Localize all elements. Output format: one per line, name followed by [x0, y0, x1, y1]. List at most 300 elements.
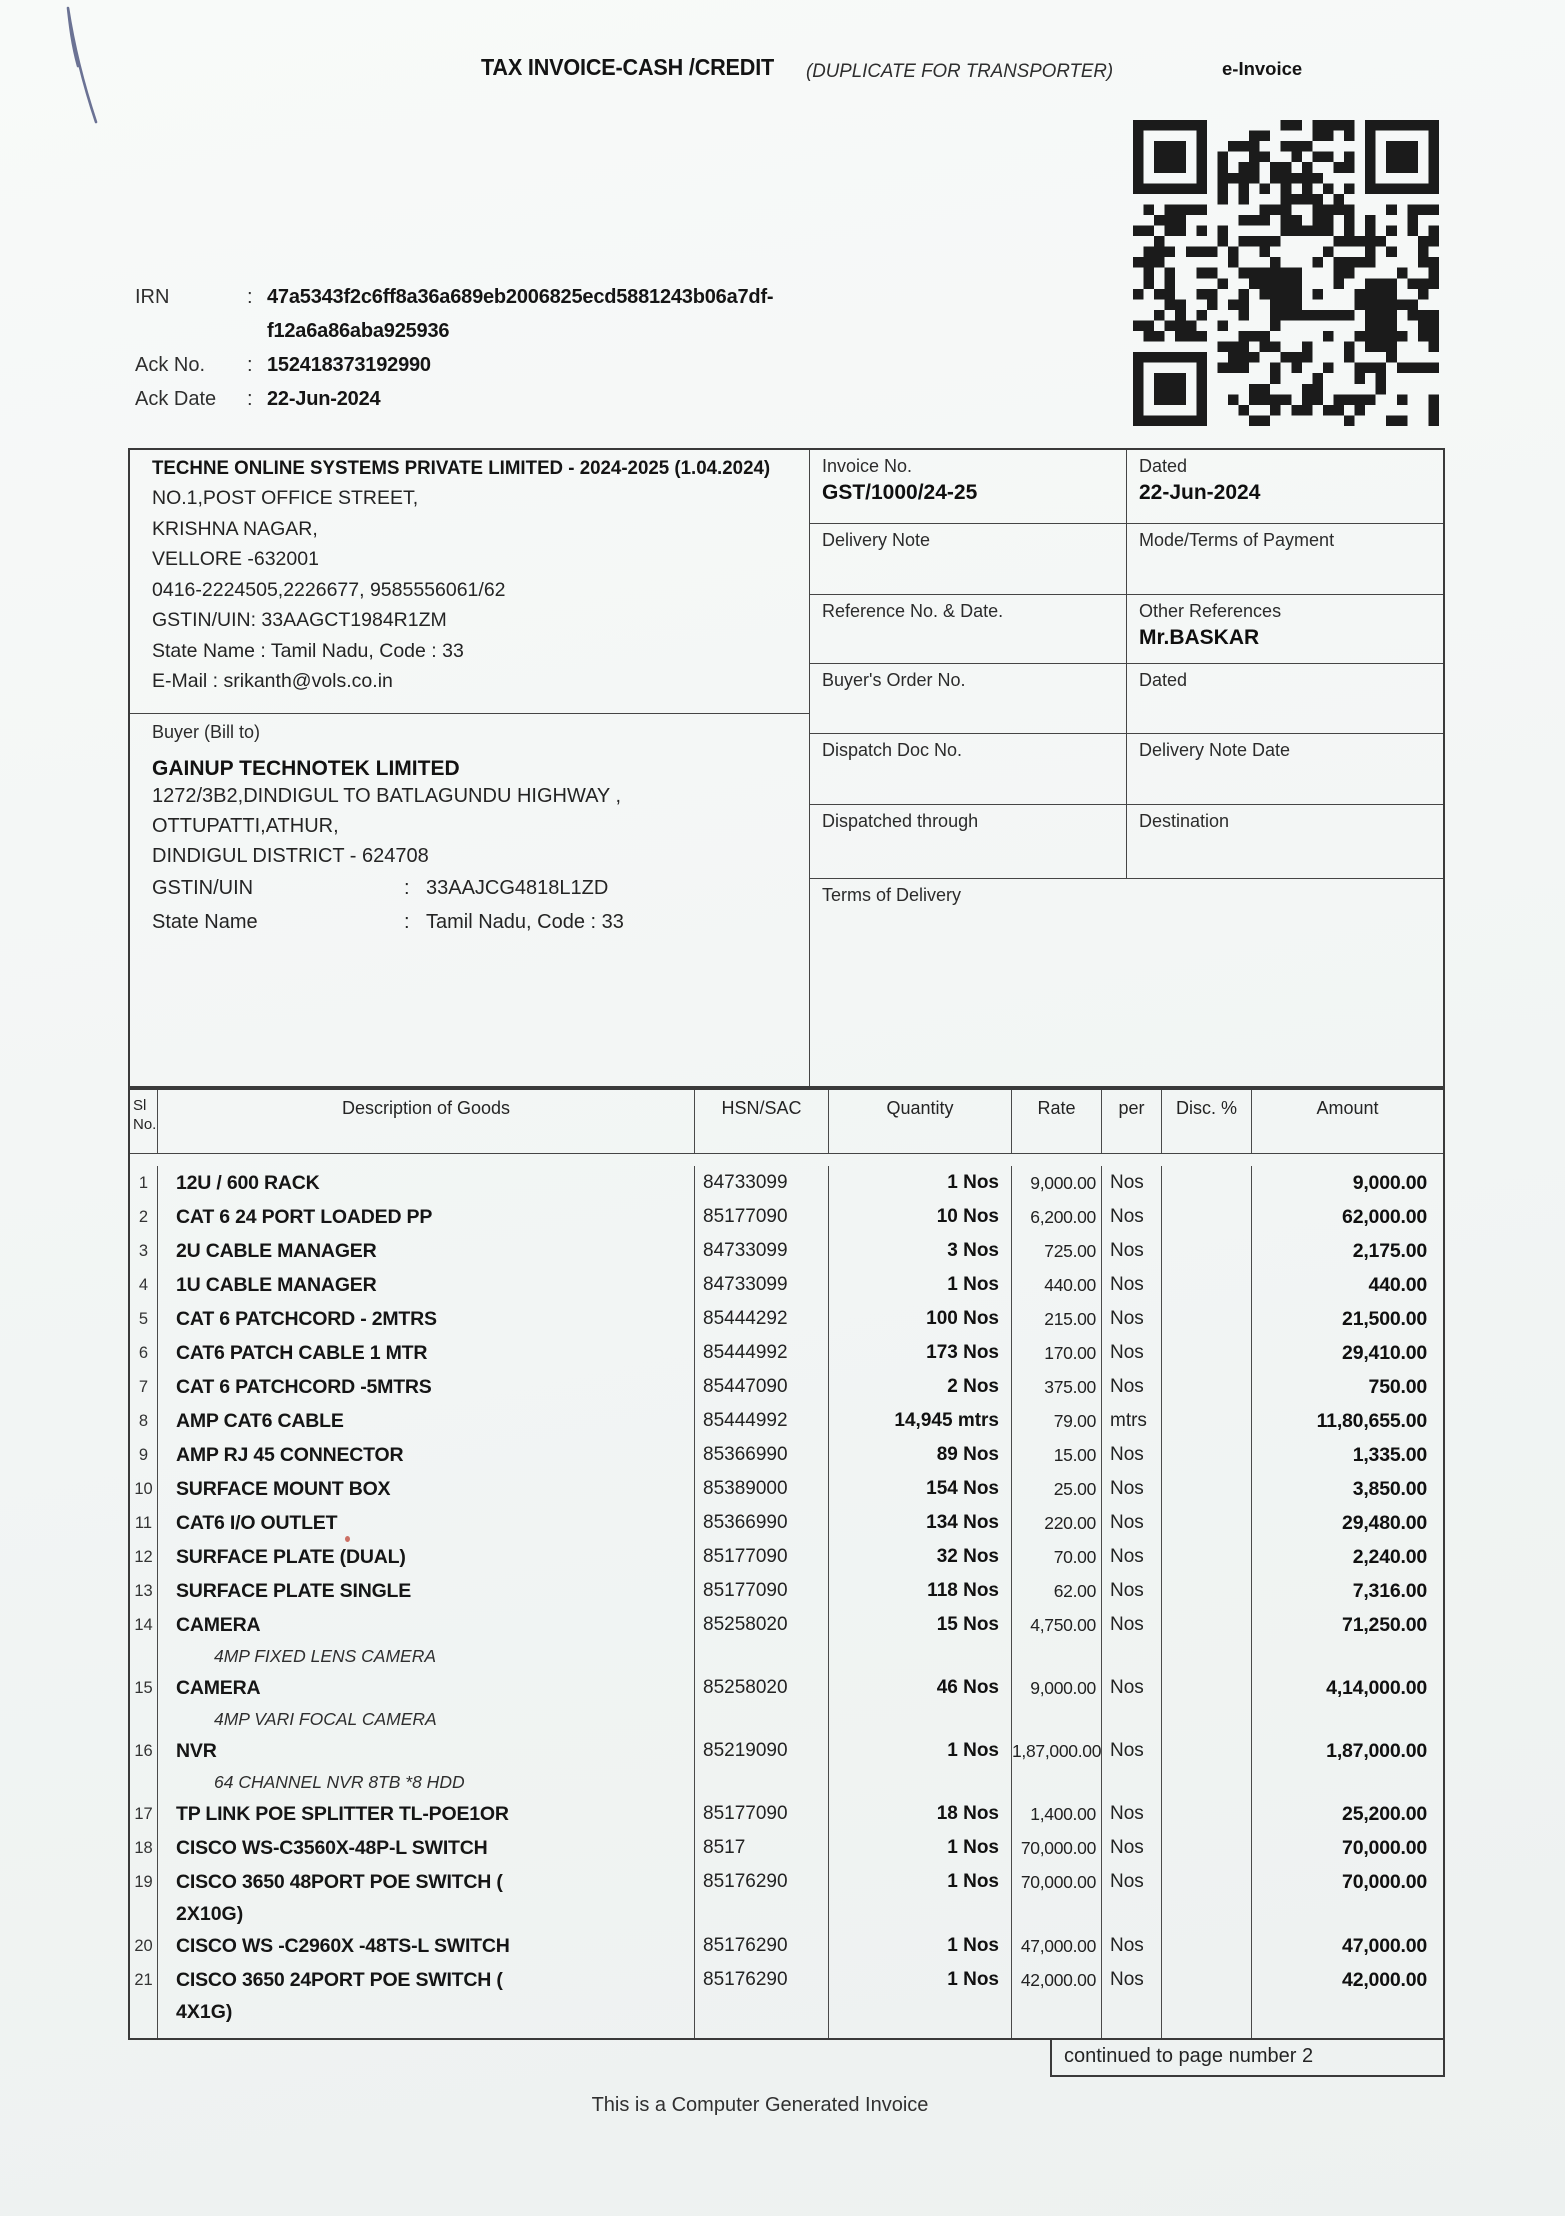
item-disc: [1162, 1929, 1252, 1963]
meta-cell: [1127, 664, 1443, 733]
meta-cell: [810, 805, 1127, 878]
item-rate: 215.00: [1012, 1302, 1102, 1336]
continued-note: continued to page number 2: [1050, 2040, 1445, 2077]
item-description: SURFACE MOUNT BOX: [176, 1478, 391, 1500]
item-hsn: 85444992: [695, 1336, 829, 1370]
reference-label: Reference No. & Date.: [822, 601, 1004, 621]
item-hsn: 84733099: [695, 1166, 829, 1200]
table-row: [130, 1671, 1443, 1734]
header-disc: Disc. %: [1162, 1090, 1252, 1153]
colon-separator: :: [247, 286, 253, 308]
colon-separator: :: [247, 388, 253, 410]
item-amount: 62,000.00: [1342, 1206, 1427, 1228]
item-disc: [1162, 1608, 1252, 1671]
meta-cell: [1127, 595, 1443, 663]
item-description: CAT 6 24 PORT LOADED PP: [176, 1206, 433, 1228]
item-rate: 1,87,000.00: [1012, 1734, 1102, 1797]
header-sl-line1: Sl: [133, 1097, 147, 1114]
invoice-no-label: Invoice No.: [822, 456, 913, 476]
item-desc-cell: [158, 1404, 695, 1438]
item-disc: [1162, 1200, 1252, 1234]
item-rate: 440.00: [1012, 1268, 1102, 1302]
buyers-order-label: Buyer's Order No.: [822, 670, 966, 690]
item-description: CISCO WS-C3560X-48P-L SWITCH: [176, 1837, 488, 1859]
item-sl: 7: [130, 1370, 158, 1404]
item-amount: 4,14,000.00: [1326, 1677, 1427, 1699]
seller-gstin-line: GSTIN/UIN: 33AAGCT1984R1ZM: [152, 609, 447, 631]
meta-cell: [1127, 524, 1443, 594]
item-quantity: 1 Nos: [829, 1929, 1012, 1963]
item-rate: 725.00: [1012, 1234, 1102, 1268]
item-desc-cell: [158, 1734, 695, 1797]
item-per: Nos: [1102, 1506, 1162, 1540]
item-quantity: 173 Nos: [829, 1336, 1012, 1370]
item-sl: 2: [130, 1200, 158, 1234]
item-amount: 71,250.00: [1342, 1614, 1427, 1636]
item-desc-cell: [158, 1166, 695, 1200]
item-desc-cell: [158, 1865, 695, 1929]
item-hsn: 85258020: [695, 1608, 829, 1671]
item-sl: 3: [130, 1234, 158, 1268]
buyer-address-line: 1272/3B2,DINDIGUL TO BATLAGUNDU HIGHWAY ,: [152, 785, 622, 807]
table-row: [130, 1831, 1443, 1865]
item-rate: 70,000.00: [1012, 1831, 1102, 1865]
meta-row: [810, 734, 1443, 805]
item-sl: 8: [130, 1404, 158, 1438]
item-amount: 47,000.00: [1342, 1935, 1427, 1957]
spacer: [135, 314, 247, 348]
item-hsn: 85176290: [695, 1963, 829, 2027]
item-quantity: 3 Nos: [829, 1234, 1012, 1268]
header-quantity: Quantity: [829, 1090, 1012, 1153]
ack-date-label: Ack Date: [135, 388, 217, 410]
item-rate: 15.00: [1012, 1438, 1102, 1472]
item-amount: 3,850.00: [1352, 1478, 1427, 1500]
item-hsn: 85447090: [695, 1370, 829, 1404]
table-row: [130, 1302, 1443, 1336]
header-sl: [130, 1090, 158, 1153]
invoice-no-value: GST/1000/24-25: [822, 481, 978, 504]
item-sl: 5: [130, 1302, 158, 1336]
meta-cell: [810, 524, 1127, 594]
dispatched-through-label: Dispatched through: [822, 811, 979, 831]
item-desc-cell: [158, 1370, 695, 1404]
item-disc: [1162, 1540, 1252, 1574]
item-rate: 220.00: [1012, 1506, 1102, 1540]
item-rate: 9,000.00: [1012, 1671, 1102, 1734]
items-table-body: [130, 1154, 1443, 2038]
item-per: Nos: [1102, 1963, 1162, 2027]
table-row: [130, 1734, 1443, 1797]
item-disc: [1162, 1234, 1252, 1268]
buyer-gstin-label: GSTIN/UIN: [152, 877, 254, 899]
item-quantity: 1 Nos: [829, 1166, 1012, 1200]
buyer-state-value: Tamil Nadu, Code : 33: [426, 911, 624, 933]
item-amount: 29,410.00: [1342, 1342, 1427, 1364]
filler-cell: [695, 2027, 829, 2038]
delivery-note-date-value: [1127, 761, 1443, 789]
dispatch-doc-label: Dispatch Doc No.: [822, 740, 963, 760]
item-disc: [1162, 1268, 1252, 1302]
item-sl: 12: [130, 1540, 158, 1574]
item-rate: 1,400.00: [1012, 1797, 1102, 1831]
item-quantity: 89 Nos: [829, 1438, 1012, 1472]
item-sl: 17: [130, 1797, 158, 1831]
item-sub-description: 64 CHANNEL NVR 8TB *8 HDD: [214, 1772, 465, 1792]
terms-of-delivery-label: Terms of Delivery: [822, 885, 962, 905]
colon-separator: :: [404, 911, 410, 933]
item-description: CAMERA: [176, 1677, 261, 1699]
item-per: Nos: [1102, 1797, 1162, 1831]
other-references-label: Other References: [1139, 601, 1282, 621]
meta-cell: [1127, 805, 1443, 878]
item-description: AMP CAT6 CABLE: [176, 1410, 344, 1432]
item-hsn: 85366990: [695, 1506, 829, 1540]
item-amount: 21,500.00: [1342, 1308, 1427, 1330]
meta-row: [810, 664, 1443, 734]
ack-no-row: [135, 348, 1115, 382]
item-quantity: 1 Nos: [829, 1963, 1012, 2027]
item-hsn: 84733099: [695, 1234, 829, 1268]
item-disc: [1162, 1472, 1252, 1506]
item-sl: 11: [130, 1506, 158, 1540]
item-description: CAT6 PATCH CABLE 1 MTR: [176, 1342, 428, 1364]
item-description: CAT 6 PATCHCORD - 2MTRS: [176, 1308, 437, 1330]
table-row: [130, 1200, 1443, 1234]
meta-cell: [810, 595, 1127, 663]
table-row: [130, 1797, 1443, 1831]
item-sl: 19: [130, 1865, 158, 1929]
item-amount: 2,175.00: [1352, 1240, 1427, 1262]
item-amount: 70,000.00: [1342, 1837, 1427, 1859]
filler-cell: [158, 2027, 695, 2038]
delivery-note-value: [810, 551, 1126, 579]
item-desc-cell: [158, 1540, 695, 1574]
item-hsn: 85444992: [695, 1404, 829, 1438]
item-rate: 70.00: [1012, 1540, 1102, 1574]
item-per: Nos: [1102, 1574, 1162, 1608]
irn-row: [135, 280, 1115, 314]
item-rate: 42,000.00: [1012, 1963, 1102, 2027]
item-amount: 29,480.00: [1342, 1512, 1427, 1534]
item-hsn: 8517: [695, 1831, 829, 1865]
item-description: CAT6 I/O OUTLET: [176, 1512, 338, 1534]
item-desc-cell: [158, 1574, 695, 1608]
item-sl: 10: [130, 1472, 158, 1506]
dispatch-doc-value: [810, 761, 1126, 789]
buyer-state-row: [152, 905, 799, 939]
meta-row: [810, 524, 1443, 595]
item-hsn: 85177090: [695, 1200, 829, 1234]
filler-cell: [1012, 2027, 1102, 2038]
item-desc-cell: [158, 1268, 695, 1302]
item-rate: 375.00: [1012, 1370, 1102, 1404]
header-hsn: HSN/SAC: [695, 1090, 829, 1153]
items-table-header: [130, 1090, 1443, 1154]
item-desc-cell: [158, 1472, 695, 1506]
terms-of-delivery-row: [810, 879, 1443, 1086]
item-per: Nos: [1102, 1540, 1162, 1574]
buyer-address-line: OTTUPATTI,ATHUR,: [152, 815, 339, 837]
seller-address-line: VELLORE -632001: [152, 548, 319, 570]
table-filler-row: [130, 2027, 1443, 2038]
ack-no-value: 152418373192990: [267, 354, 431, 376]
item-disc: [1162, 1865, 1252, 1929]
irn-row: [135, 314, 1115, 348]
item-description: SURFACE PLATE (DUAL): [176, 1546, 406, 1568]
item-sl: 6: [130, 1336, 158, 1370]
item-quantity: 1 Nos: [829, 1734, 1012, 1797]
item-sub-description: 4MP VARI FOCAL CAMERA: [214, 1709, 437, 1729]
item-rate: 79.00: [1012, 1404, 1102, 1438]
seller-state-line: State Name : Tamil Nadu, Code : 33: [152, 639, 464, 662]
stray-ink-mark: [345, 1536, 350, 1542]
item-description: TP LINK POE SPLITTER TL-POE1OR: [176, 1803, 509, 1825]
meta-cell: [1127, 734, 1443, 804]
einvoice-label: e-Invoice: [1222, 58, 1303, 79]
item-per: Nos: [1102, 1166, 1162, 1200]
item-hsn: 85176290: [695, 1865, 829, 1929]
filler-cell: [1102, 2027, 1162, 2038]
meta-cell: [1127, 450, 1443, 523]
meta-row: [810, 805, 1443, 879]
destination-value: [1127, 832, 1443, 860]
item-per: Nos: [1102, 1336, 1162, 1370]
item-per: Nos: [1102, 1234, 1162, 1268]
buyer-block: [130, 714, 809, 1086]
dated-label: Dated: [1139, 456, 1188, 476]
buyer-gstin-row: [152, 871, 799, 905]
item-disc: [1162, 1734, 1252, 1797]
item-rate: 170.00: [1012, 1336, 1102, 1370]
table-row: [130, 1166, 1443, 1200]
party-column: [130, 450, 810, 1086]
table-row: [130, 1540, 1443, 1574]
dated-value: 22-Jun-2024: [1139, 481, 1261, 504]
header-sl-line2: No.: [133, 1116, 157, 1133]
item-hsn: 85258020: [695, 1671, 829, 1734]
dispatched-through-value: [810, 832, 1126, 860]
filler-cell: [1162, 2027, 1252, 2038]
item-quantity: 32 Nos: [829, 1540, 1012, 1574]
seller-phone-line: 0416-2224505,2226677, 9585556061/62: [152, 578, 506, 601]
meta-cell: [810, 450, 1127, 523]
meta-row: [810, 450, 1443, 524]
item-rate: 25.00: [1012, 1472, 1102, 1506]
item-desc-cell: [158, 1929, 695, 1963]
item-hsn: 85177090: [695, 1797, 829, 1831]
item-sub-description: 4MP FIXED LENS CAMERA: [214, 1646, 437, 1666]
seller-address-line: NO.1,POST OFFICE STREET,: [152, 487, 419, 509]
item-per: Nos: [1102, 1929, 1162, 1963]
item-per: Nos: [1102, 1370, 1162, 1404]
buyer-section-label: Buyer (Bill to): [152, 722, 261, 742]
meta-cell: [810, 879, 1443, 1086]
item-quantity: 1 Nos: [829, 1831, 1012, 1865]
item-amount: 1,87,000.00: [1326, 1740, 1427, 1762]
header-amount: Amount: [1316, 1098, 1379, 1118]
spacer: [247, 314, 267, 348]
invoice-header-box: [128, 448, 1445, 1088]
meta-cell: [810, 734, 1127, 804]
item-disc: [1162, 1963, 1252, 2027]
item-description: 1U CABLE MANAGER: [176, 1274, 377, 1296]
item-disc: [1162, 1574, 1252, 1608]
payment-terms-value: [1127, 551, 1443, 579]
item-hsn: 85219090: [695, 1734, 829, 1797]
item-sl: 13: [130, 1574, 158, 1608]
item-description: CAT 6 PATCHCORD -5MTRS: [176, 1376, 432, 1398]
item-quantity: 100 Nos: [829, 1302, 1012, 1336]
filler-cell: [1252, 2027, 1443, 2038]
reference-value: [810, 622, 1126, 650]
seller-email-line: E-Mail : srikanth@vols.co.in: [152, 670, 393, 692]
item-sl: 20: [130, 1929, 158, 1963]
item-quantity: 154 Nos: [829, 1472, 1012, 1506]
item-quantity: 118 Nos: [829, 1574, 1012, 1608]
item-quantity: 134 Nos: [829, 1506, 1012, 1540]
item-amount: 440.00: [1368, 1274, 1427, 1296]
header-per: per: [1102, 1090, 1162, 1153]
pen-stroke-mark: [50, 4, 130, 134]
item-per: Nos: [1102, 1734, 1162, 1797]
item-hsn: 85177090: [695, 1540, 829, 1574]
invoice-meta-table: [810, 450, 1443, 1086]
item-desc-cell: [158, 1234, 695, 1268]
seller-name: TECHNE ONLINE SYSTEMS PRIVATE LIMITED - 2024-2025 (1.04.2024): [152, 458, 771, 479]
item-amount: 11,80,655.00: [1316, 1410, 1427, 1432]
buyer-name: GAINUP TECHNOTEK LIMITED: [152, 757, 460, 780]
item-quantity: 15 Nos: [829, 1608, 1012, 1671]
item-desc-cell: [158, 1963, 695, 2027]
item-quantity: 10 Nos: [829, 1200, 1012, 1234]
item-rate: 62.00: [1012, 1574, 1102, 1608]
table-row: [130, 1574, 1443, 1608]
table-row: [130, 1234, 1443, 1268]
meta-cell: [810, 664, 1127, 733]
delivery-note-label: Delivery Note: [822, 530, 931, 550]
item-rate: 70,000.00: [1012, 1865, 1102, 1929]
irn-value-line2: f12a6a86aba925936: [267, 320, 450, 342]
item-hsn: 85176290: [695, 1929, 829, 1963]
item-rate: 4,750.00: [1012, 1608, 1102, 1671]
item-rate: 6,200.00: [1012, 1200, 1102, 1234]
buyer-state-label: State Name: [152, 911, 258, 933]
item-hsn: 85389000: [695, 1472, 829, 1506]
ack-date-row: [135, 382, 1115, 416]
document-copy-type: (DUPLICATE FOR TRANSPORTER): [806, 60, 1114, 82]
item-description: 12U / 600 RACK: [176, 1172, 320, 1194]
item-per: Nos: [1102, 1865, 1162, 1929]
other-references-value: Mr.BASKAR: [1139, 626, 1260, 649]
item-disc: [1162, 1302, 1252, 1336]
item-sl: 21: [130, 1963, 158, 2027]
item-sl: 15: [130, 1671, 158, 1734]
buyer-address-line: DINDIGUL DISTRICT - 624708: [152, 845, 429, 867]
item-amount: 9,000.00: [1352, 1172, 1427, 1194]
item-quantity: 2 Nos: [829, 1370, 1012, 1404]
item-amount: 1,335.00: [1352, 1444, 1427, 1466]
ack-date-value: 22-Jun-2024: [267, 388, 381, 410]
item-disc: [1162, 1506, 1252, 1540]
item-rate: 9,000.00: [1012, 1166, 1102, 1200]
delivery-note-date-label: Delivery Note Date: [1139, 740, 1291, 760]
item-desc-cell: [158, 1336, 695, 1370]
item-desc-cell: [158, 1506, 695, 1540]
item-disc: [1162, 1438, 1252, 1472]
item-sl: 16: [130, 1734, 158, 1797]
table-row: [130, 1608, 1443, 1671]
document-title: TAX INVOICE-CASH /CREDIT: [481, 54, 775, 80]
item-desc-cell: [158, 1200, 695, 1234]
item-disc: [1162, 1797, 1252, 1831]
table-row: [130, 1929, 1443, 1963]
table-row: [130, 1268, 1443, 1302]
irn-value-line1: 47a5343f2c6ff8a36a689eb2006825ecd5881243b06a7df-: [267, 286, 774, 308]
dated2-value: [1127, 691, 1443, 719]
item-quantity: 1 Nos: [829, 1865, 1012, 1929]
buyer-gstin-value: 33AAJCG4818L1ZD: [426, 877, 609, 899]
header-rate: Rate: [1012, 1090, 1102, 1153]
ack-no-label: Ack No.: [135, 354, 206, 376]
item-description: CISCO 3650 48PORT POE SWITCH (: [176, 1871, 503, 1893]
item-sl: 1: [130, 1166, 158, 1200]
item-quantity: 46 Nos: [829, 1671, 1012, 1734]
item-description: SURFACE PLATE SINGLE: [176, 1580, 412, 1602]
item-hsn: 85366990: [695, 1438, 829, 1472]
item-sl: 18: [130, 1831, 158, 1865]
filler-cell: [130, 2027, 158, 2038]
item-hsn: 85177090: [695, 1574, 829, 1608]
dated2-label: Dated: [1139, 670, 1188, 690]
item-hsn: 84733099: [695, 1268, 829, 1302]
item-desc-cell: [158, 1797, 695, 1831]
meta-row: [810, 595, 1443, 664]
table-row: [130, 1506, 1443, 1540]
table-row: [130, 1865, 1443, 1929]
destination-label: Destination: [1139, 811, 1230, 831]
item-per: Nos: [1102, 1268, 1162, 1302]
item-disc: [1162, 1671, 1252, 1734]
buyers-order-value: [810, 691, 1126, 719]
item-sl: 4: [130, 1268, 158, 1302]
item-disc: [1162, 1831, 1252, 1865]
table-row: [130, 1472, 1443, 1506]
item-description-line2: 2X10G): [176, 1903, 244, 1925]
item-description: AMP RJ 45 CONNECTOR: [176, 1444, 404, 1466]
colon-separator: :: [404, 877, 410, 899]
item-hsn: 85444292: [695, 1302, 829, 1336]
item-disc: [1162, 1336, 1252, 1370]
item-per: Nos: [1102, 1608, 1162, 1671]
computer-generated-note: This is a Computer Generated Invoice: [591, 2094, 929, 2116]
item-description-line2: 4X1G): [176, 2001, 233, 2023]
table-row: [130, 1404, 1443, 1438]
irn-label: IRN: [135, 286, 170, 308]
item-per: mtrs: [1102, 1404, 1162, 1438]
item-desc-cell: [158, 1302, 695, 1336]
item-per: Nos: [1102, 1831, 1162, 1865]
filler-cell: [829, 2027, 1012, 2038]
item-disc: [1162, 1370, 1252, 1404]
item-desc-cell: [158, 1438, 695, 1472]
item-sl: 14: [130, 1608, 158, 1671]
item-amount: 750.00: [1368, 1376, 1427, 1398]
seller-address-line: KRISHNA NAGAR,: [152, 517, 318, 540]
table-row: [130, 1963, 1443, 2027]
item-quantity: 1 Nos: [829, 1268, 1012, 1302]
item-amount: 7,316.00: [1352, 1580, 1427, 1602]
